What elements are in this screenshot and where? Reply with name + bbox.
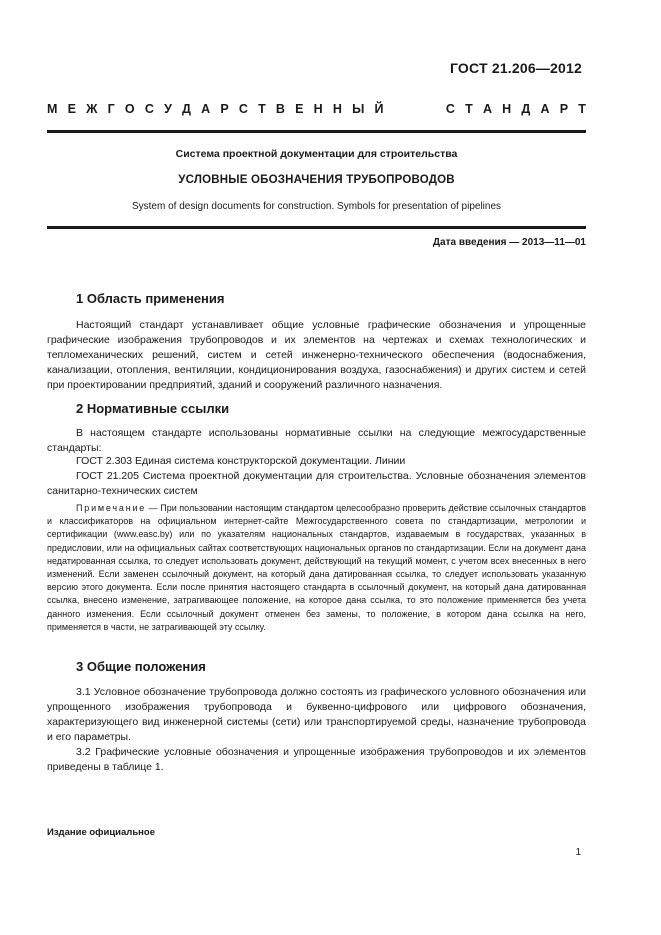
- section-3-paragraph-2: 3.2 Графические условные обозначения и упрощенные изображения трубопроводов и их элементов приведены в таблице 1.: [47, 746, 586, 773]
- banner-letter: Т: [578, 102, 586, 116]
- banner-letter: В: [275, 102, 285, 116]
- english-title: System of design documents for construction. Symbols for presentation of pipelines: [131, 201, 502, 212]
- section-1-paragraph: Настоящий стандарт устанавливает общие условные графические обозначения и упрощенные графические изображения трубопроводов и их элементов на чертежах и схемах технологических и тепломеханических решений, систем и сетей инженерно-технического обеспечения (водоснабжения, канализации, отопления, вентиляции, кондиционирования воздуха, газоснабжения) и других систем и сетей при проектировании предприятий, зданий и сооружений различного назначения.: [47, 319, 586, 391]
- banner-letter: О: [124, 102, 135, 116]
- banner-letter: Н: [502, 102, 512, 116]
- section-3-paragraph-1: 3.1 Условное обозначение трубопровода должно состоять из графического условного обозначения или упрощенного изображения трубопровода и буквенно-цифрового или цифрового обозначения, характеризующего вид инженерной системы (сети) или транспортируемой среды, назначение трубопровода и его параметры.: [47, 686, 586, 743]
- banner-letter: Д: [182, 102, 191, 116]
- banner-letter: Н: [313, 102, 323, 116]
- banner-letter: Г: [107, 102, 115, 116]
- banner-letter: А: [201, 102, 211, 116]
- section-2-reference-2: ГОСТ 21.205 Система проектной документации для строительства. Условные обозначения элементов санитарно-технических систем: [47, 470, 586, 497]
- section-2-note: [47, 502, 586, 634]
- banner-letter: Д: [521, 102, 531, 116]
- banner-letter: С: [445, 102, 455, 116]
- section-2-paragraph-1: В настоящем стандарте использованы нормативные ссылки на следующие межгосударственные стандарты:: [47, 427, 586, 454]
- section-2-heading: 2 Нормативные ссылки: [76, 401, 230, 416]
- banner-letter: А: [540, 102, 550, 116]
- note-text: — При пользовании настоящим стандартом целесообразно проверить действие ссылочных стандартов и классификаторов на официальном интернет-сайте Межгосударственного совета по стандартизации, метрологии и сертификации (www.easc.by) или по указателям национальных стандартов, издаваемым в государствах, указанных в предисловии, или на официальных сайтах соответствующих национальных органов по стандартизации. Если на документ дана недатированная ссылка, то следует использовать документ, действующий на текущий момент, с учетом всех внесенных в него изменений. Если заменен ссылочный документ, на который дана датированная ссылка, то следует использовать указанную версию этого документа. Если после принятия настоящего стандарта в ссылочный документ, на который дана датированная ссылка, внесено изменение, затрагивающее положение, на которое дана ссылка, то это положение применяется без учета данного изменения. Если ссылочный документ отменен без замены, то положение, в котором дана ссылка на него, применяется в части, не затрагивающей эту ссылку.: [47, 503, 586, 632]
- banner-word-gap: [394, 102, 436, 116]
- banner-letter: Е: [67, 102, 76, 116]
- standard-code: ГОСТ 21.206—2012: [449, 60, 582, 76]
- banner-letter: Ж: [86, 102, 98, 116]
- title-divider: [47, 226, 586, 229]
- section-3-heading: 3 Общие положения: [76, 659, 206, 674]
- banner-letter: Р: [559, 102, 569, 116]
- banner-letter: С: [144, 102, 154, 116]
- banner-letter: Т: [258, 102, 266, 116]
- introduction-date: Дата введения — 2013—11—01: [432, 237, 586, 248]
- section-1-heading: 1 Область применения: [76, 291, 225, 306]
- note-label: Примечание: [76, 503, 147, 513]
- section-2-reference-1: ГОСТ 2.303 Единая система конструкторской документации. Линии: [76, 455, 406, 467]
- banner-letter: Т: [465, 102, 473, 116]
- banner-letter: С: [238, 102, 248, 116]
- banner-letter: М: [47, 102, 58, 116]
- banner-letter: А: [482, 102, 492, 116]
- banner-letter: Р: [220, 102, 229, 116]
- document-title: УСЛОВНЫЕ ОБОЗНАЧЕНИЯ ТРУБОПРОВОДОВ: [178, 174, 455, 186]
- banner-letter: Й: [374, 102, 384, 116]
- top-divider: [47, 130, 586, 133]
- page-number: 1: [575, 847, 581, 858]
- system-name: Система проектной документации для строительства: [175, 148, 458, 160]
- banner-letter: Е: [295, 102, 304, 116]
- banner-letter: У: [164, 102, 172, 116]
- interstate-standard-banner: [47, 102, 586, 116]
- banner-letter: Н: [332, 102, 342, 116]
- banner-letter: Ы: [352, 102, 365, 116]
- official-edition-label: Издание официальное: [47, 827, 155, 838]
